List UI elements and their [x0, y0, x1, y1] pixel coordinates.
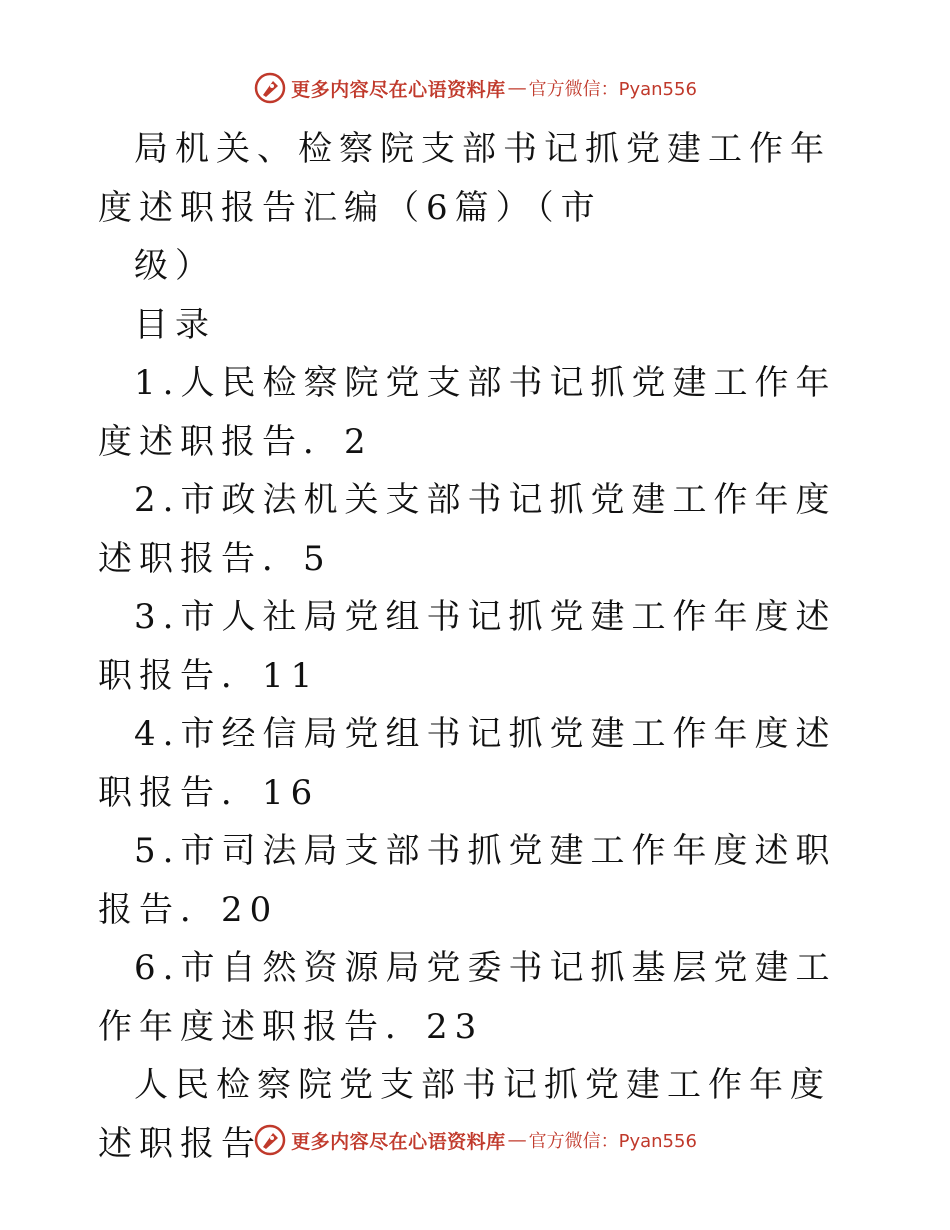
- toc-item: 2.市政法机关支部书记抓党建工作年度述职报告．5: [98, 480, 837, 579]
- header-wechat-text: 官方微信：Pyan556: [528, 79, 697, 100]
- toc-item: 3.市人社局党组书记抓党建工作年度述职报告．11: [98, 597, 837, 696]
- footer-site-text: 更多内容尽在心语资料库: [291, 1130, 506, 1153]
- pen-nib-logo-icon: [253, 71, 287, 105]
- document-body: [98, 120, 858, 1173]
- document-title-line1: 局机关、检察院支部书记抓党建工作年度述职报告汇编（6篇）（市: [98, 129, 831, 228]
- header-site-text: 更多内容尽在心语资料库: [291, 78, 506, 101]
- toc-item: 4.市经信局党组书记抓党建工作年度述职报告．16: [98, 714, 837, 813]
- document-title-line2: 级）: [134, 246, 216, 286]
- toc-item: 5.市司法局支部书抓党建工作年度述职报告．20: [98, 831, 837, 930]
- toc-item: 6.市自然资源局党委书记抓基层党建工作年度述职报告．23: [98, 948, 837, 1047]
- footer-separator: —: [507, 1129, 527, 1151]
- toc-item: 1.人民检察院党支部书记抓党建工作年度述职报告．2: [98, 363, 837, 462]
- footer-banner: [0, 1120, 950, 1160]
- toc-heading: 目录: [134, 304, 216, 345]
- header-banner: [0, 68, 950, 108]
- section-title: 人民检察院党支部书记抓党建工作年度述职报告: [98, 1065, 831, 1164]
- header-separator: —: [507, 77, 527, 99]
- pen-nib-logo-icon: [253, 1123, 287, 1157]
- footer-wechat-text: 官方微信：Pyan556: [528, 1131, 697, 1152]
